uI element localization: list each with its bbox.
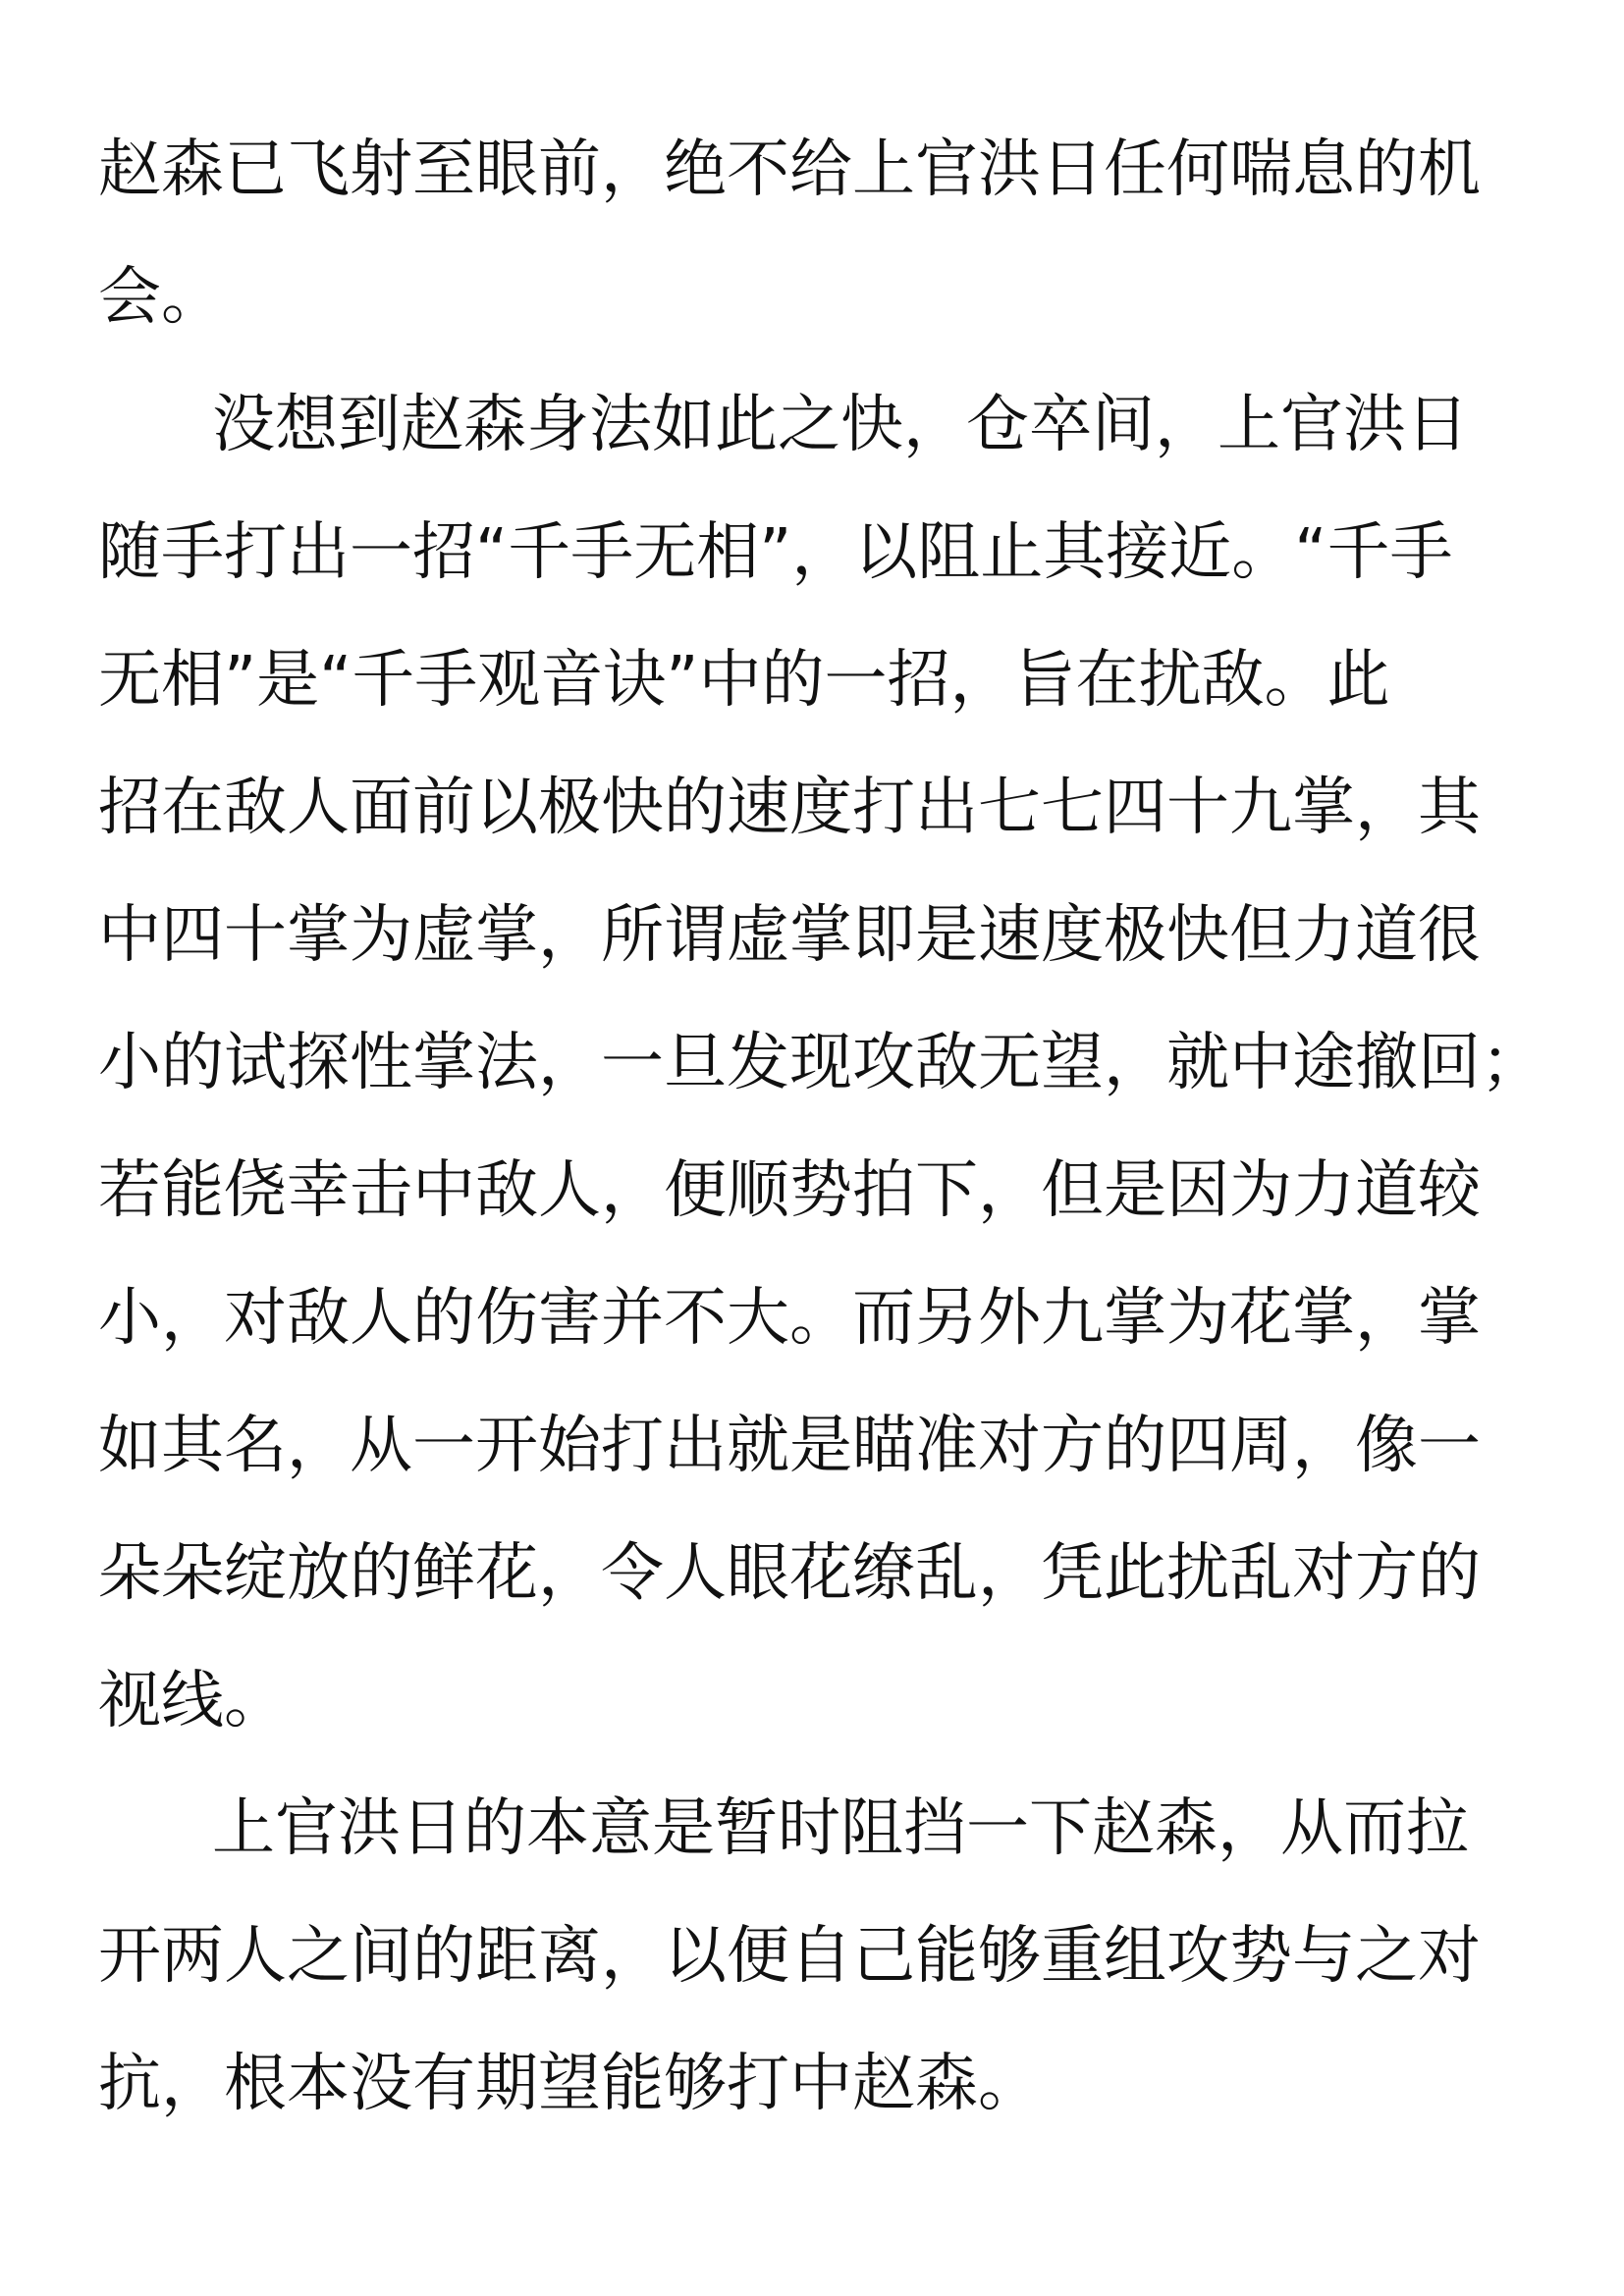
text-line: 抗，根本没有期望能够打中赵森。 bbox=[98, 2048, 1041, 2120]
text-line: 若能侥幸击中敌人，便顺势拍下，但是因为力道较 bbox=[98, 1154, 1481, 1227]
text-line: 如其名，从一开始打出就是瞄准对方的四周，像一 bbox=[98, 1410, 1481, 1482]
text-line: 招在敌人面前以极快的速度打出七七四十九掌，其 bbox=[98, 772, 1481, 844]
text-line: 开两人之间的距离，以便自己能够重组攻势与之对 bbox=[98, 1920, 1481, 1993]
text-line: 中四十掌为虚掌，所谓虚掌即是速度极快但力道很 bbox=[98, 899, 1481, 972]
text-line: 朵朵绽放的鲜花，令人眼花缭乱，凭此扰乱对方的 bbox=[98, 1537, 1481, 1610]
paragraph-start-line: 上官洪日的本意是暂时阻挡一下赵森，从而拉 bbox=[212, 1792, 1469, 1865]
text-line: 视线。 bbox=[98, 1665, 287, 1737]
text-line: 会。 bbox=[98, 261, 224, 334]
paragraph-start-line: 没想到赵森身法如此之快，仓卒间，上官洪日 bbox=[212, 389, 1469, 461]
text-line: 小，对敌人的伤害并不大。而另外九掌为花掌，掌 bbox=[98, 1282, 1481, 1355]
text-line: 小的试探性掌法，一旦发现攻敌无望，就中途撤回； bbox=[98, 1027, 1543, 1099]
text-line: 无相”是“千手观音诀”中的一招，旨在扰敌。此 bbox=[98, 644, 1390, 717]
text-line: 随手打出一招“千手无相”，以阻止其接近。“千手 bbox=[98, 516, 1453, 589]
text-line: 赵森已飞射至眼前，绝不给上官洪日任何喘息的机 bbox=[98, 133, 1481, 206]
